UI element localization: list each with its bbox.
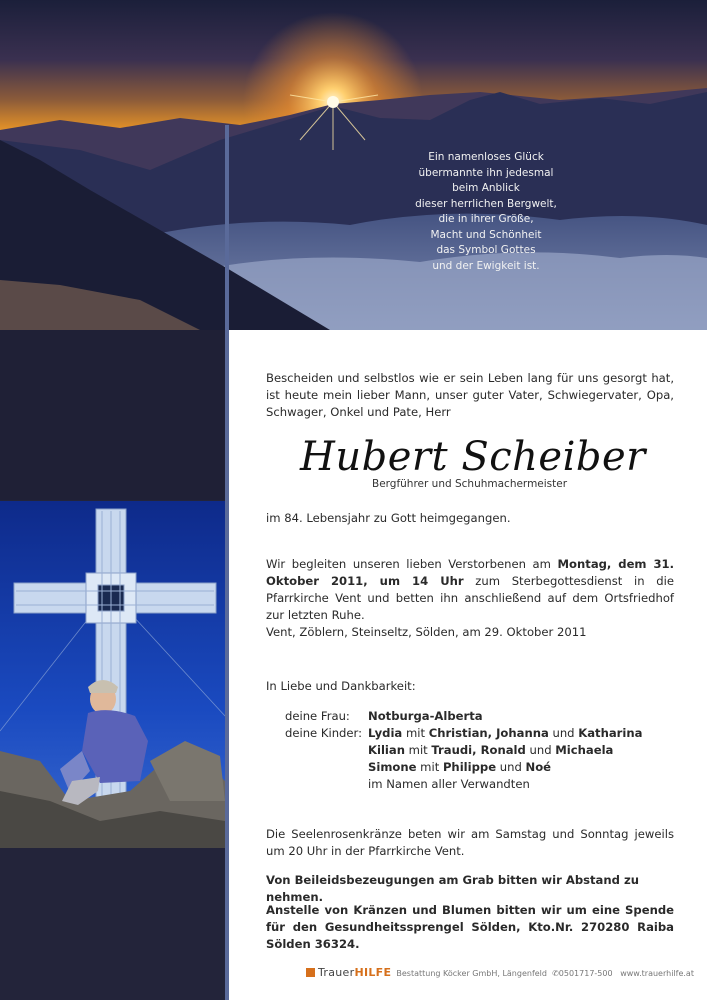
kids-line-1 <box>368 725 642 742</box>
connector: und <box>548 726 579 740</box>
love-line: In Liebe und Dankbarkeit: <box>266 679 416 693</box>
kids-label: deine Kinder: <box>285 726 363 740</box>
quote-line: Ein namenloses Glück <box>428 151 544 163</box>
quote-poem <box>386 150 586 274</box>
brand-part: Trauer <box>318 966 355 979</box>
connector: und <box>496 760 526 774</box>
quote-line: das Symbol Gottes <box>436 244 536 256</box>
funeral-post: zum Sterbegottesdienst in die Pfarrkirche Vent und betten ihn anschließend auf dem Ortsfriedhof zur letzten Ruhe. <box>266 574 674 622</box>
kids-line-3 <box>368 759 551 776</box>
condolence-request: Von Beileidsbezeugungen am Grab bitten wir Abstand zu nehmen. <box>266 873 639 904</box>
phone-icon: ✆ <box>552 969 559 978</box>
grandchild-name: Noé <box>525 760 552 774</box>
funeral-date: Montag, dem 31. Oktober 2011, um 14 Uhr <box>266 557 674 588</box>
relatives-line: im Namen aller Verwandten <box>368 777 530 791</box>
portrait-photo <box>0 501 225 848</box>
summit-cross-image <box>0 501 225 848</box>
quote-line: und der Ewigkeit ist. <box>432 259 540 272</box>
funeral-pre: Wir begleiten unseren lieben Verstorbenen am <box>266 557 558 571</box>
footer-web[interactable]: www.trauerhilfe.at <box>620 969 694 978</box>
quote-line: die in ihrer Größe, <box>438 213 534 225</box>
wife-name: Notburga-Alberta <box>368 709 483 723</box>
spouse-grandchildren: Christian, Johanna <box>428 726 549 740</box>
quote-line: dieser herrlichen Bergwelt, <box>415 197 557 210</box>
footer-company: Bestattung Köcker GmbH, Längenfeld <box>396 969 547 978</box>
footer <box>306 966 694 979</box>
connector: und <box>525 743 556 757</box>
connector: mit <box>404 743 432 757</box>
connector: mit <box>416 760 443 774</box>
quote-line: beim Anblick <box>452 182 520 194</box>
child-name: Simone <box>368 760 417 774</box>
child-name: Lydia <box>368 726 403 740</box>
spouse-grandchildren: Philippe <box>442 760 497 774</box>
footer-phone: 0501717-500 <box>558 969 613 978</box>
funeral-text <box>266 556 674 624</box>
sidebar-dark-panel <box>0 330 225 500</box>
deceased-name: Hubert Scheiber <box>300 434 646 480</box>
kids-line-2 <box>368 742 613 759</box>
header-photo <box>0 0 707 330</box>
brand-part: HILFE <box>354 966 392 979</box>
quote-line: übermannte ihn jedesmal <box>418 166 554 179</box>
donation-text: Anstelle von Kränzen und Blumen bitten wir um eine Spende für den Gesundheitssprengel Sölden, Kto.Nr. 270280 Raiba Sölden 36324. <box>266 903 674 951</box>
quote-line: Macht und Schönheit <box>430 228 542 241</box>
rosary-text: Die Seelenrosenkränze beten wir am Samstag und Sonntag jeweils um 20 Uhr in der Pfarrkirche Vent. <box>266 827 674 858</box>
trauerhilfe-logo-icon <box>306 968 315 977</box>
footer-brand <box>318 966 391 979</box>
connector: mit <box>402 726 429 740</box>
deceased-profession: Bergführer und Schuhmachermeister <box>372 478 568 490</box>
grandchild-name: Katharina <box>578 726 643 740</box>
spouse-grandchildren: Traudi, Ronald <box>431 743 526 757</box>
intro-text: Bescheiden und selbstlos wie er sein Leben lang für uns gesorgt hat, ist heute mein lieber Mann, unser guter Vater, Schwiegervater, Opa, Schwager, Onkel und Pate, Herr <box>266 371 674 419</box>
passing-text: im 84. Lebensjahr zu Gott heimgegangen. <box>266 511 511 525</box>
vertical-accent-bar <box>225 125 229 1000</box>
place-date: Vent, Zöblern, Steinseltz, Sölden, am 29. Oktober 2011 <box>266 625 587 639</box>
wife-label: deine Frau: <box>285 709 350 723</box>
grandchild-name: Michaela <box>555 743 614 757</box>
child-name: Kilian <box>368 743 405 757</box>
mountain-sunrise-image <box>0 0 707 330</box>
